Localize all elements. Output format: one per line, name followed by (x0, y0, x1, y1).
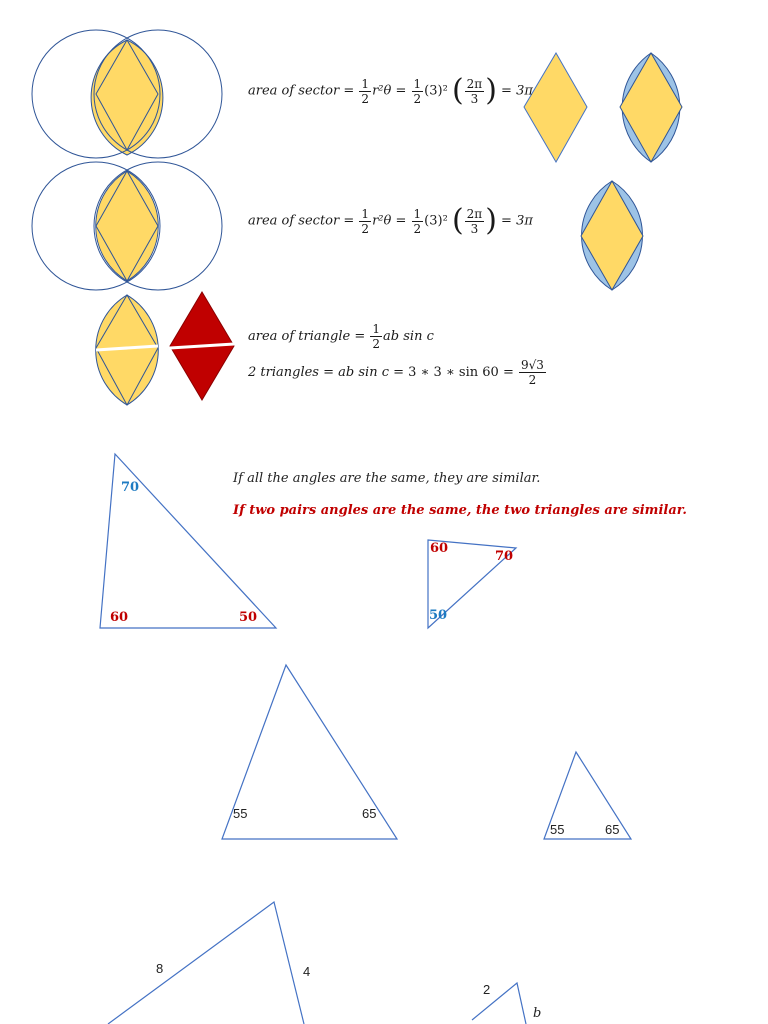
angle-big2-right: 65 (362, 806, 377, 821)
circles-diagram-2 (32, 162, 222, 290)
angle-small1-bottom: 50 (429, 608, 448, 623)
side-big3-right: 4 (303, 964, 311, 979)
side-small3-right: b (533, 1006, 542, 1021)
three-squared: (3)² (424, 83, 448, 99)
angle-big1-top: 70 (121, 480, 140, 495)
sector-equation-2: area of sector = $\frac{1}{2}$ r²θ = $\frac{1}{2}$ (3)² ( $\frac{2\pi}{3}$ ) = 3π (248, 203, 533, 238)
r-squared-theta: r²θ (372, 83, 392, 99)
angle-small2-left: 55 (550, 822, 565, 837)
ab-sin-c: ab sin c (383, 329, 434, 344)
lens-with-segments-2 (581, 181, 643, 290)
product-expression: 3 ∗ 3 ∗ sin 60 (408, 365, 499, 380)
two-triangles-equation: 2 triangles = ab sin c = 3 ∗ 3 ∗ sin 60 = $\frac{9√3}{2}$ (248, 358, 544, 387)
triangle-area-equation: area of triangle = $\frac{1}{2}$ ab sin c (248, 322, 434, 351)
side-small3-top: 2 (483, 982, 491, 997)
lens-split (96, 295, 159, 405)
angle-small2-right: 65 (605, 822, 620, 837)
angle-small1-top: 60 (430, 541, 449, 556)
circles-diagram-1 (32, 30, 222, 158)
similar-statement-two: If two pairs angles are the same, the two triangles are similar. (233, 503, 687, 518)
similar-statement-all: If all the angles are the same, they are similar. (233, 471, 541, 486)
angle-big2-left: 55 (233, 806, 248, 821)
red-rhombus (170, 292, 234, 400)
sector-label: area of sector (248, 83, 340, 99)
result-three-pi: 3π (516, 83, 533, 99)
rhombus-2 (96, 171, 158, 281)
rhombus-standalone (524, 53, 587, 162)
lens-with-segments-1 (620, 53, 682, 162)
equals-sign: = (343, 83, 355, 99)
half-fraction: $\frac{1}{2}$ (361, 76, 370, 106)
big-triangle-3 (108, 902, 304, 1024)
small-triangle-3 (472, 983, 526, 1024)
angle-fraction: $\frac{2\pi}{3}$ (466, 76, 483, 106)
angle-big1-left: 60 (110, 610, 129, 625)
nine-root-three-fraction: $\frac{9√3}{2}$ (520, 358, 544, 387)
sector-equation-1: area of sector = $\frac{1}{2}$ r²θ = $\frac{1}{2}$ (3)² ( $\frac{2\pi}{3}$ ) = 3π (248, 73, 533, 108)
side-big3-left: 8 (156, 961, 164, 976)
angle-big1-right: 50 (239, 610, 258, 625)
angle-small1-right: 70 (495, 549, 514, 564)
